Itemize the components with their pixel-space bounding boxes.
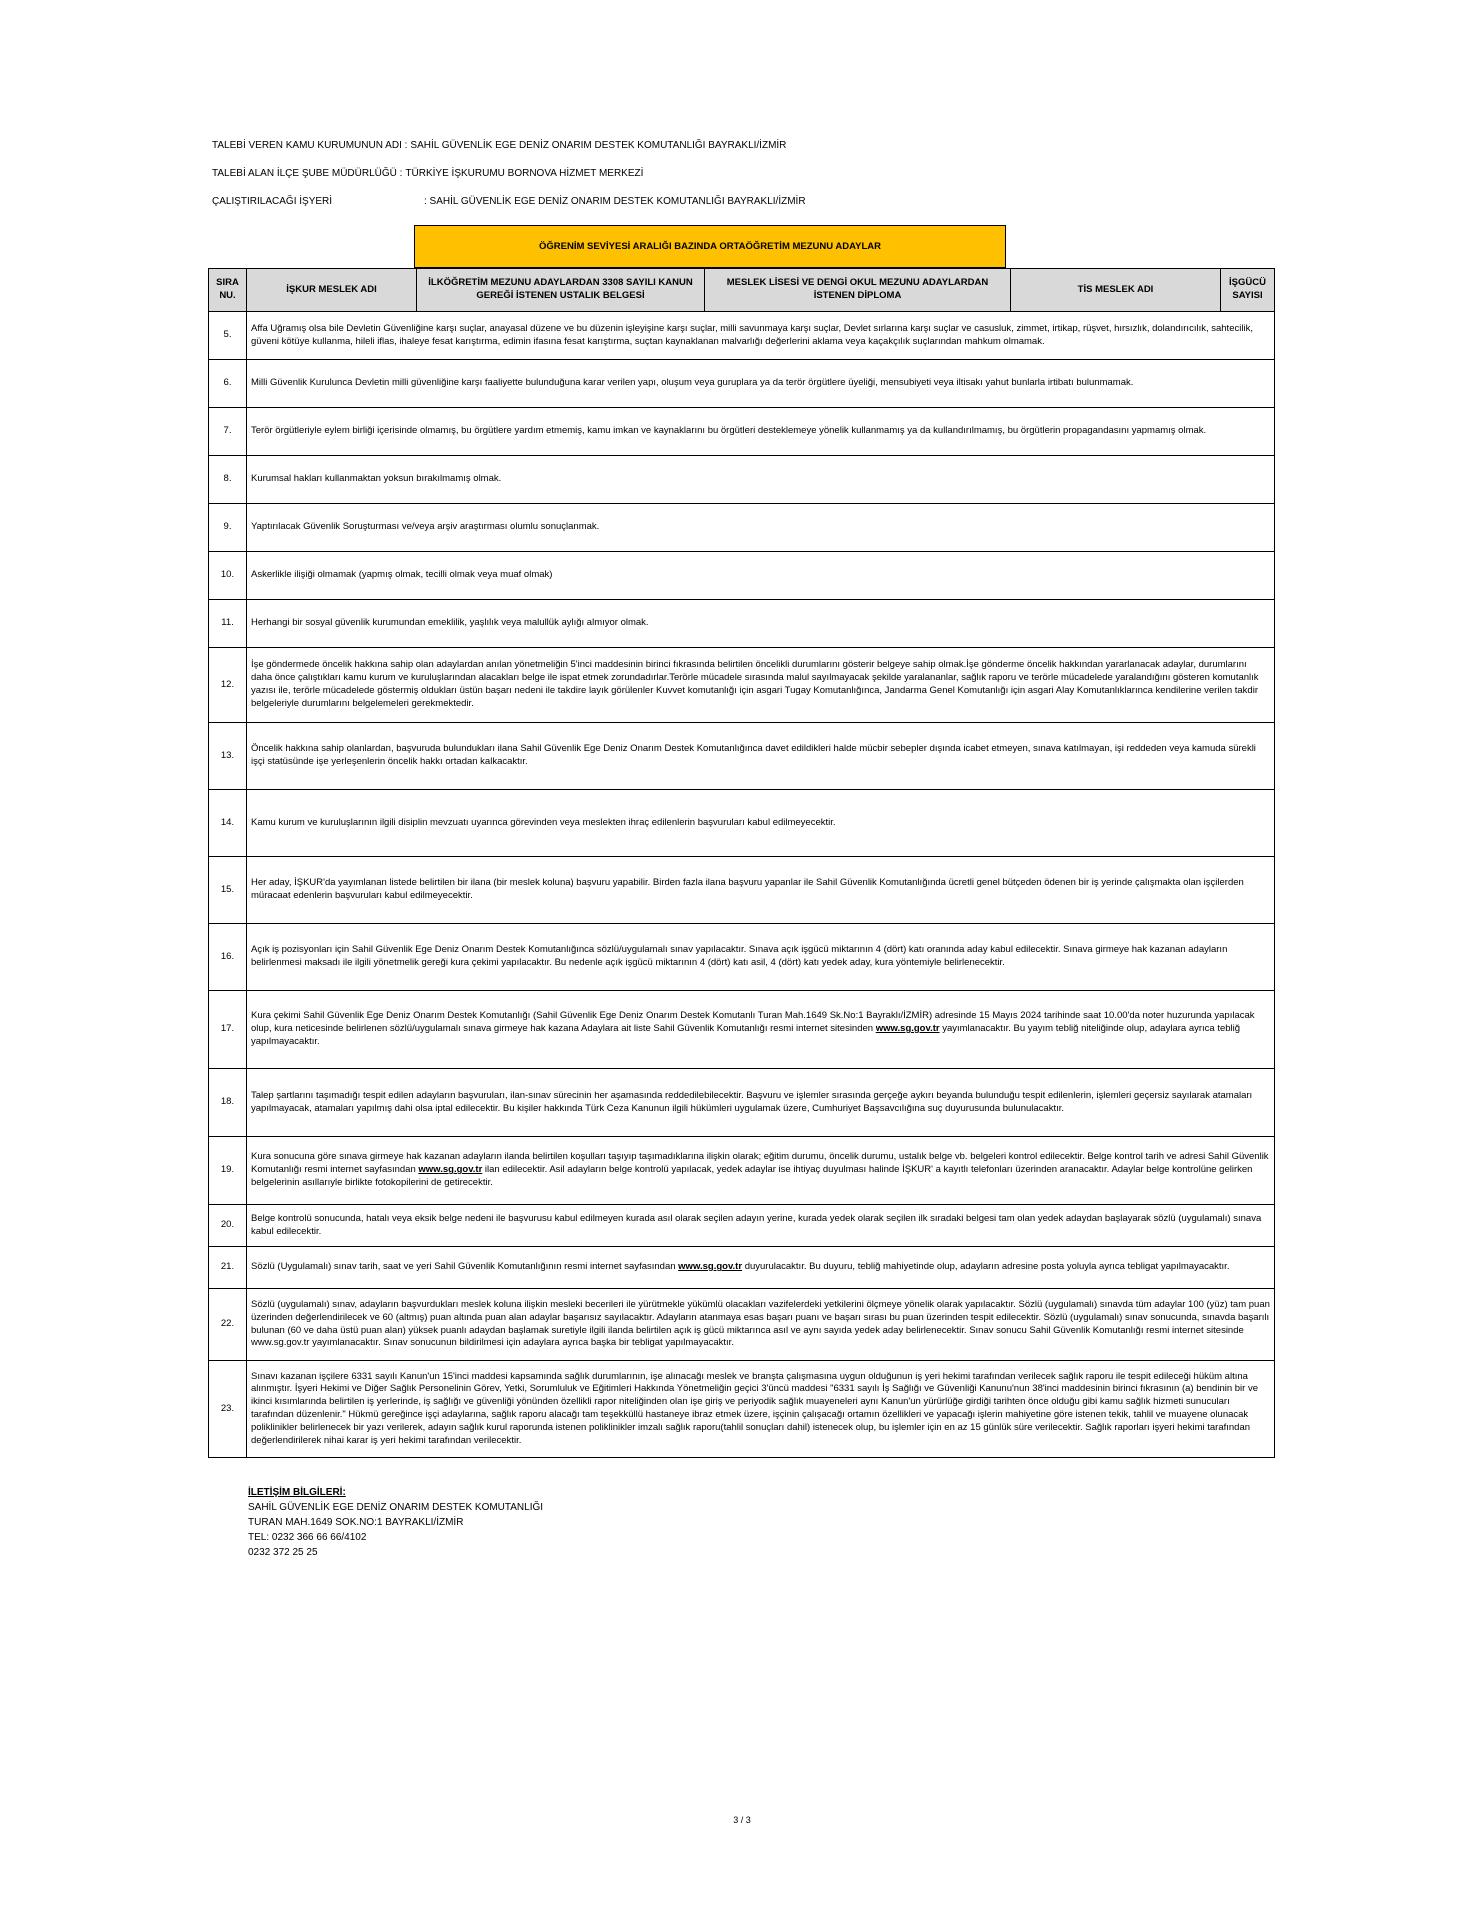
row-text: Belge kontrolü sonucunda, hatalı veya eksik belge nedeni ile başvurusu kabul edilmeyen kurada asıl olarak seçilen adayın yerine, kurada yedek olarak seçilen ilk sıradaki belgesi tam olan yedek adaydan başlayarak sözlü (uygulamalı) sınava kabul edilecektir. (247, 1205, 1275, 1247)
table-row (209, 504, 1275, 552)
contact-line: TEL: 0232 366 66 66/4102 (248, 1532, 367, 1543)
row-text: İşe göndermede öncelik hakkına sahip olan adaylardan anılan yönetmeliğin 5'inci maddesinin birinci fıkrasında belirtilen öncelikli durumlarını gösterir belgeye sahip olmak.İşe gönderme öncelik hakkından yararlanacak adaylar, durumlarını daha önce çalıştıkları kamu kurum ve kuruluşlarından alacakları belge ile ispat etmek zorundadırlar.Terörle mücadele sırasında malul sayılmayacak şekilde yaralananlar, sağlık raporu ve terörle mücadelede yaralandığını gösteren komutanlık yazısı ile, terörle mücadelede göstermiş oldukları üstün başarı nedeni ile takdire layık görülenler Kuvvet komutanlığı için asgari Tugay Komutanlığınca, Jandarma Genel Komutanlığı için asgari Alay Komutanlıklarınca kendilerine verilen takdir belgeleriyle durumlarını belgelemeleri gerekmektedir. (247, 648, 1275, 723)
requesting-institution-value: SAHİL GÜVENLİK EGE DENİZ ONARIM DESTEK KOMUTANLIĞI BAYRAKLI/İZMİR (410, 140, 787, 151)
table-header-row (209, 269, 1275, 312)
header-line-1 (212, 140, 786, 151)
table-row (209, 600, 1275, 648)
table-row (209, 857, 1275, 924)
table-row (209, 1247, 1275, 1289)
row-number: 12. (209, 648, 247, 723)
education-level-banner: ÖĞRENİM SEVİYESİ ARALIĞI BAZINDA ORTAÖĞRETİM MEZUNU ADAYLAR (414, 225, 1006, 268)
row-text: Sözlü (uygulamalı) sınav, adayların başvurdukları meslek koluna ilişkin mesleki becerileri ile yürütmekle yükümlü olacakları vazifelerdeki yetkilerini ölçmeye yönelik olarak yapılacaktır. Sözlü (uygulamalı) sınavda tüm adaylar 100 (yüz) tam puan üzerinden değerlendirilecek ve 60 (altmış) puan altında puan alan adaylar başarısız sayılacaktır. Adayların atanmaya esas başarı puanı ve başarı sırası bu puan üzerinden tespit edilecektir. Sözlü (uygulamalı) sınav sonucunda, sınavda başarılı bulunan (60 ve daha üstü puan alan) yüksek puanlı adaydan başlamak suretiyle ilgili ilanda belirtilen açık iş gücü miktarınca asıl ve aynı sayıda yedek aday belirlenecektir. Sınav sonucu Sahil Güvenlik Komutanlığı resmi internet sitesinde www.sg.gov.tr yayımlanacaktır. Sınav sonucunun bildirilmesi için adaylara ayrıca başka bir tebligat yapılmayacaktır. (247, 1289, 1275, 1361)
table-row (209, 1137, 1275, 1205)
contact-line: SAHİL GÜVENLİK EGE DENİZ ONARIM DESTEK KOMUTANLIĞI (248, 1502, 544, 1513)
row-number: 18. (209, 1069, 247, 1137)
table-row (209, 1361, 1275, 1458)
row-text: Kamu kurum ve kuruluşlarının ilgili disiplin mevzuatı uyarınca görevinden veya meslekten ihraç edilenlerin başvuruları kabul edilmeyecektir. (247, 790, 1275, 857)
row-number: 8. (209, 456, 247, 504)
row-text: Milli Güvenlik Kurulunca Devletin milli güvenliğine karşı faaliyette bulunduğuna karar verilen yapı, oluşum veya guruplara ya da terör örgütlere üyeliği, mensubiyeti veya iltisakı yahut bunlarla irtibatı bulunmamak. (247, 360, 1275, 408)
row-number: 13. (209, 723, 247, 790)
row-number: 14. (209, 790, 247, 857)
row-text: Sözlü (Uygulamalı) sınav tarih, saat ve yeri Sahil Güvenlik Komutanlığının resmi internet sayfasından www.sg.gov.tr duyurulacaktır. Bu duyuru, tebliğ mahiyetinde olup, adayların adresine posta yoluyla ayrıca tebligat yapılmayacaktır. (247, 1247, 1275, 1289)
row-number: 17. (209, 991, 247, 1069)
row-number: 5. (209, 312, 247, 360)
table-row (209, 991, 1275, 1069)
requesting-institution-label: TALEBİ VEREN KAMU KURUMUNUN ADI : (212, 140, 408, 151)
row-text: Yaptırılacak Güvenlik Soruşturması ve/veya arşiv araştırması olumlu sonuçlanmak. (247, 504, 1275, 552)
header-line-3 (212, 196, 806, 207)
col-header-ilkogretim: İLKÖĞRETİM MEZUNU ADAYLARDAN 3308 SAYILI KANUN GEREĞİ İSTENEN USTALIK BELGESİ (417, 269, 705, 312)
table-row (209, 360, 1275, 408)
row-number: 16. (209, 924, 247, 991)
sg-website-link[interactable]: www.sg.gov.tr (418, 1164, 483, 1176)
row-text: Kura sonucuna göre sınava girmeye hak kazanan adayların ilanda belirtilen koşulları taşıyıp taşımadıklarına ilişkin olarak; eğitim durumu, öncelik durumu, ustalık belge vb. belgeleri kontrol edilecektir. Belge kontrol tarih ve adresi Sahil Güvenlik Komutanlığı resmi internet sayfasından www.sg.gov.tr ilan edilecektir. Asil adayların belge kontrolü yapılacak, yedek adaylar ise ihtiyaç duyulması halinde İŞKUR' a kayıtlı telefonları üzerinden aranacaktır. Adaylar belge kontrolüne gelirken belgelerinin asıllarıyle birlikte fotokopilerini de getirecektir. (247, 1137, 1275, 1205)
row-number: 20. (209, 1205, 247, 1247)
table-row (209, 723, 1275, 790)
row-text: Herhangi bir sosyal güvenlik kurumundan emeklilik, yaşlılık veya malullük aylığı almıyor olmak. (247, 600, 1275, 648)
sg-website-link[interactable]: www.sg.gov.tr (678, 1261, 743, 1273)
row-number: 6. (209, 360, 247, 408)
row-text: Terör örgütleriyle eylem birliği içerisinde olmamış, bu örgütlere yardım etmemiş, kamu imkan ve kaynaklarını bu örgütleri desteklemeye yönelik kullanmamış ya da kullandırılmamış, bu örgütlerin propagandasını yapmamış olmak. (247, 408, 1275, 456)
table-row (209, 552, 1275, 600)
row-number: 21. (209, 1247, 247, 1289)
table-row (209, 1069, 1275, 1137)
row-number: 22. (209, 1289, 247, 1361)
contact-line: TURAN MAH.1649 SOK.NO:1 BAYRAKLI/İZMİR (248, 1517, 464, 1528)
table-row (209, 648, 1275, 723)
col-header-isgucu: İŞGÜCÜ SAYISI (1221, 269, 1275, 312)
contact-info (248, 1485, 543, 1560)
row-text: Her aday, İŞKUR'da yayımlanan listede belirtilen bir ilana (bir meslek koluna) başvuru yapabilir. Birden fazla ilana başvuru yapanlar ile Sahil Güvenlik Komutanlığında ücretli genel bütçeden ödenen bir iş yerinde çalışmakta olan işçilerden müracaat edenlerin başvuruları kabul edilmeyecektir. (247, 857, 1275, 924)
table-row (209, 456, 1275, 504)
col-header-sira: SIRA NU. (209, 269, 247, 312)
table-row (209, 312, 1275, 360)
row-text: Öncelik hakkına sahip olanlardan, başvuruda bulundukları ilana Sahil Güvenlik Ege Deniz Onarım Destek Komutanlığınca davet edildikleri halde mücbir sebepler dışında icabet etmeyen, sınava katılmayan, işi reddeden veya kamuda sürekli işçi statüsünde işe yerleşenlerin öncelik hakkı ortadan kalkacaktır. (247, 723, 1275, 790)
row-number: 10. (209, 552, 247, 600)
row-number: 19. (209, 1137, 247, 1205)
table-row (209, 1205, 1275, 1247)
workplace-value: : SAHİL GÜVENLİK EGE DENİZ ONARIM DESTEK KOMUTANLIĞI BAYRAKLI/İZMİR (424, 196, 806, 207)
row-text: Askerlikle ilişiği olmamak (yapmış olmak, tecilli olmak veya muaf olmak) (247, 552, 1275, 600)
row-text: Kura çekimi Sahil Güvenlik Ege Deniz Onarım Destek Komutanlığı (Sahil Güvenlik Ege Deniz Onarım Destek Komutanlı Turan Mah.1649 Sk.No:1 Bayraklı/İZMİR) adresinde 15 Mayıs 2024 tarihinde saat 10.00'da noter huzurunda yapılacak olup, kura neticesinde belirlenen sözlü/uygulamalı sınava girmeye hak kazana Adaylara ait liste Sahil Güvenlik Komutanlığı resmi internet sitesinden www.sg.gov.tr yayımlanacaktır. Bu yayım tebliğ niteliğinde olup, adaylara ayrıca tebliğ yapılmayacaktır. (247, 991, 1275, 1069)
col-header-meslek: İŞKUR MESLEK ADI (247, 269, 417, 312)
conditions-table (208, 268, 1275, 1458)
row-text: Talep şartlarını taşımadığı tespit edilen adayların başvuruları, ilan-sınav sürecinin her aşamasında reddedilebilecektir. Başvuru ve işlemler sırasında gerçeğe aykırı beyanda bulunduğu tespit edilenlerin, işlemleri geçersiz sayılarak atamaları yapılmayacak, atamaları yapılmış dahi olsa iptal edilecektir. Bu kişiler hakkında Türk Ceza Kanunun ilgili hükümleri uygulamak üzere, Cumhuriyet Başsavcılığına suç duyurusunda bulunulacaktır. (247, 1069, 1275, 1137)
contact-title: İLETİŞİM BİLGİLERİ: (248, 1487, 346, 1498)
table-row (209, 408, 1275, 456)
row-number: 9. (209, 504, 247, 552)
row-text: Açık iş pozisyonları için Sahil Güvenlik Ege Deniz Onarım Destek Komutanlığınca sözlü/uygulamalı sınav yapılacaktır. Sınava açık işgücü miktarının 4 (dört) katı oranında aday kabul edilecektir. Sınava girmeye hak kazanan adayların belirlenmesi maksadı ile ilgili yönetmelik gereği kura çekimi yapılacaktır. Bu nedenle açık işgücü miktarının 4 (dört) katı asil, 4 (dört) katı yedek aday, kura yöntemiyle belirlenecektir. (247, 924, 1275, 991)
workplace-label: ÇALIŞTIRILACAĞI İŞYERİ (212, 196, 333, 207)
header-line-2 (212, 168, 643, 179)
sg-website-link[interactable]: www.sg.gov.tr (875, 1023, 940, 1035)
receiving-office-value: TÜRKİYE İŞKURUMU BORNOVA HİZMET MERKEZİ (405, 168, 644, 179)
page-number: 3 / 3 (733, 1815, 751, 1825)
row-number: 11. (209, 600, 247, 648)
col-header-lise: MESLEK LİSESİ VE DENGİ OKUL MEZUNU ADAYLARDAN İSTENEN DİPLOMA (705, 269, 1011, 312)
row-number: 23. (209, 1361, 247, 1458)
row-text: Sınavı kazanan işçilere 6331 sayılı Kanun'un 15'inci maddesi kapsamında sağlık durumlarının, işe alınacağı meslek ve branşta çalışmasına uygun olduğunun iş yeri hekimi tarafından verilecek sağlık raporu ile tespit edileceği hüküm altına alınmıştır. İşyeri Hekimi ve Diğer Sağlık Personelinin Görev, Yetki, Sorumluluk ve Eğitimleri Hakkında Yönetmeliğin geçici 3'üncü maddesi "6331 sayılı İş Sağlığı ve Güvenliği Kanunu'nun 38'inci maddesinin birinci fıkrasının (a) bendinin bir ve ikinci kısımlarında belirtilen iş yerlerinde, iş sağlığı ve güvenliği yönünden özellikli rapor niteliğinden olan işe giriş ve periyodik sağlık muayeneleri aynı Kanun'un yürürlüğe girdiği tarihten önce olduğu gibi kamu sağlık hizmeti sunucuları tarafından düzenlenir." Hükmü gereğince işçi adaylarına, sağlık raporu alacağı tam teşekküllü hastaneye ibraz etmek üzere, işçinin çalışacağı ortamın özellikleri ve yapacağı işlerin mahiyetine göre istenen tekik, tahlil ve muayene olunacak poliklinikler belirlenecek bir yazı verilerek, adayın sağlık kurul raporunda istenen poliklinikler imzalı sağlık raporu(tahlil sonuçları dahil) istenecek olup, bu işlemler için en az 15 günlük süre verilecektir. Sağlık raporları işyeri hekimi tarafından değerlendirilerek nihai karar iş yeri hekimi tarafından verilecektir. (247, 1361, 1275, 1458)
row-number: 15. (209, 857, 247, 924)
table-row (209, 1289, 1275, 1361)
col-header-tis: TİS MESLEK ADI (1011, 269, 1221, 312)
contact-line: 0232 372 25 25 (248, 1547, 318, 1558)
receiving-office-label: TALEBİ ALAN İLÇE ŞUBE MÜDÜRLÜĞÜ : (212, 168, 403, 179)
row-text: Affa Uğramış olsa bile Devletin Güvenliğine karşı suçlar, anayasal düzene ve bu düzenin işleyişine karşı suçlar, milli savunmaya karşı suçlar, Devlet sırlarına karşı suçlar ve casusluk, zimmet, irtikap, rüşvet, hırsızlık, dolandırıcılık, sahtecilik, güveni kötüye kullanma, hileli iflas, ihaleye fesat karıştırma, edimin ifasına fesat karıştırma, suçtan kaynaklanan malvarlığı değerlerini aklama veya kaçakçılık suçlarından mahkum olmamak. (247, 312, 1275, 360)
table-row (209, 924, 1275, 991)
table-row (209, 790, 1275, 857)
row-number: 7. (209, 408, 247, 456)
row-text: Kurumsal hakları kullanmaktan yoksun bırakılmamış olmak. (247, 456, 1275, 504)
